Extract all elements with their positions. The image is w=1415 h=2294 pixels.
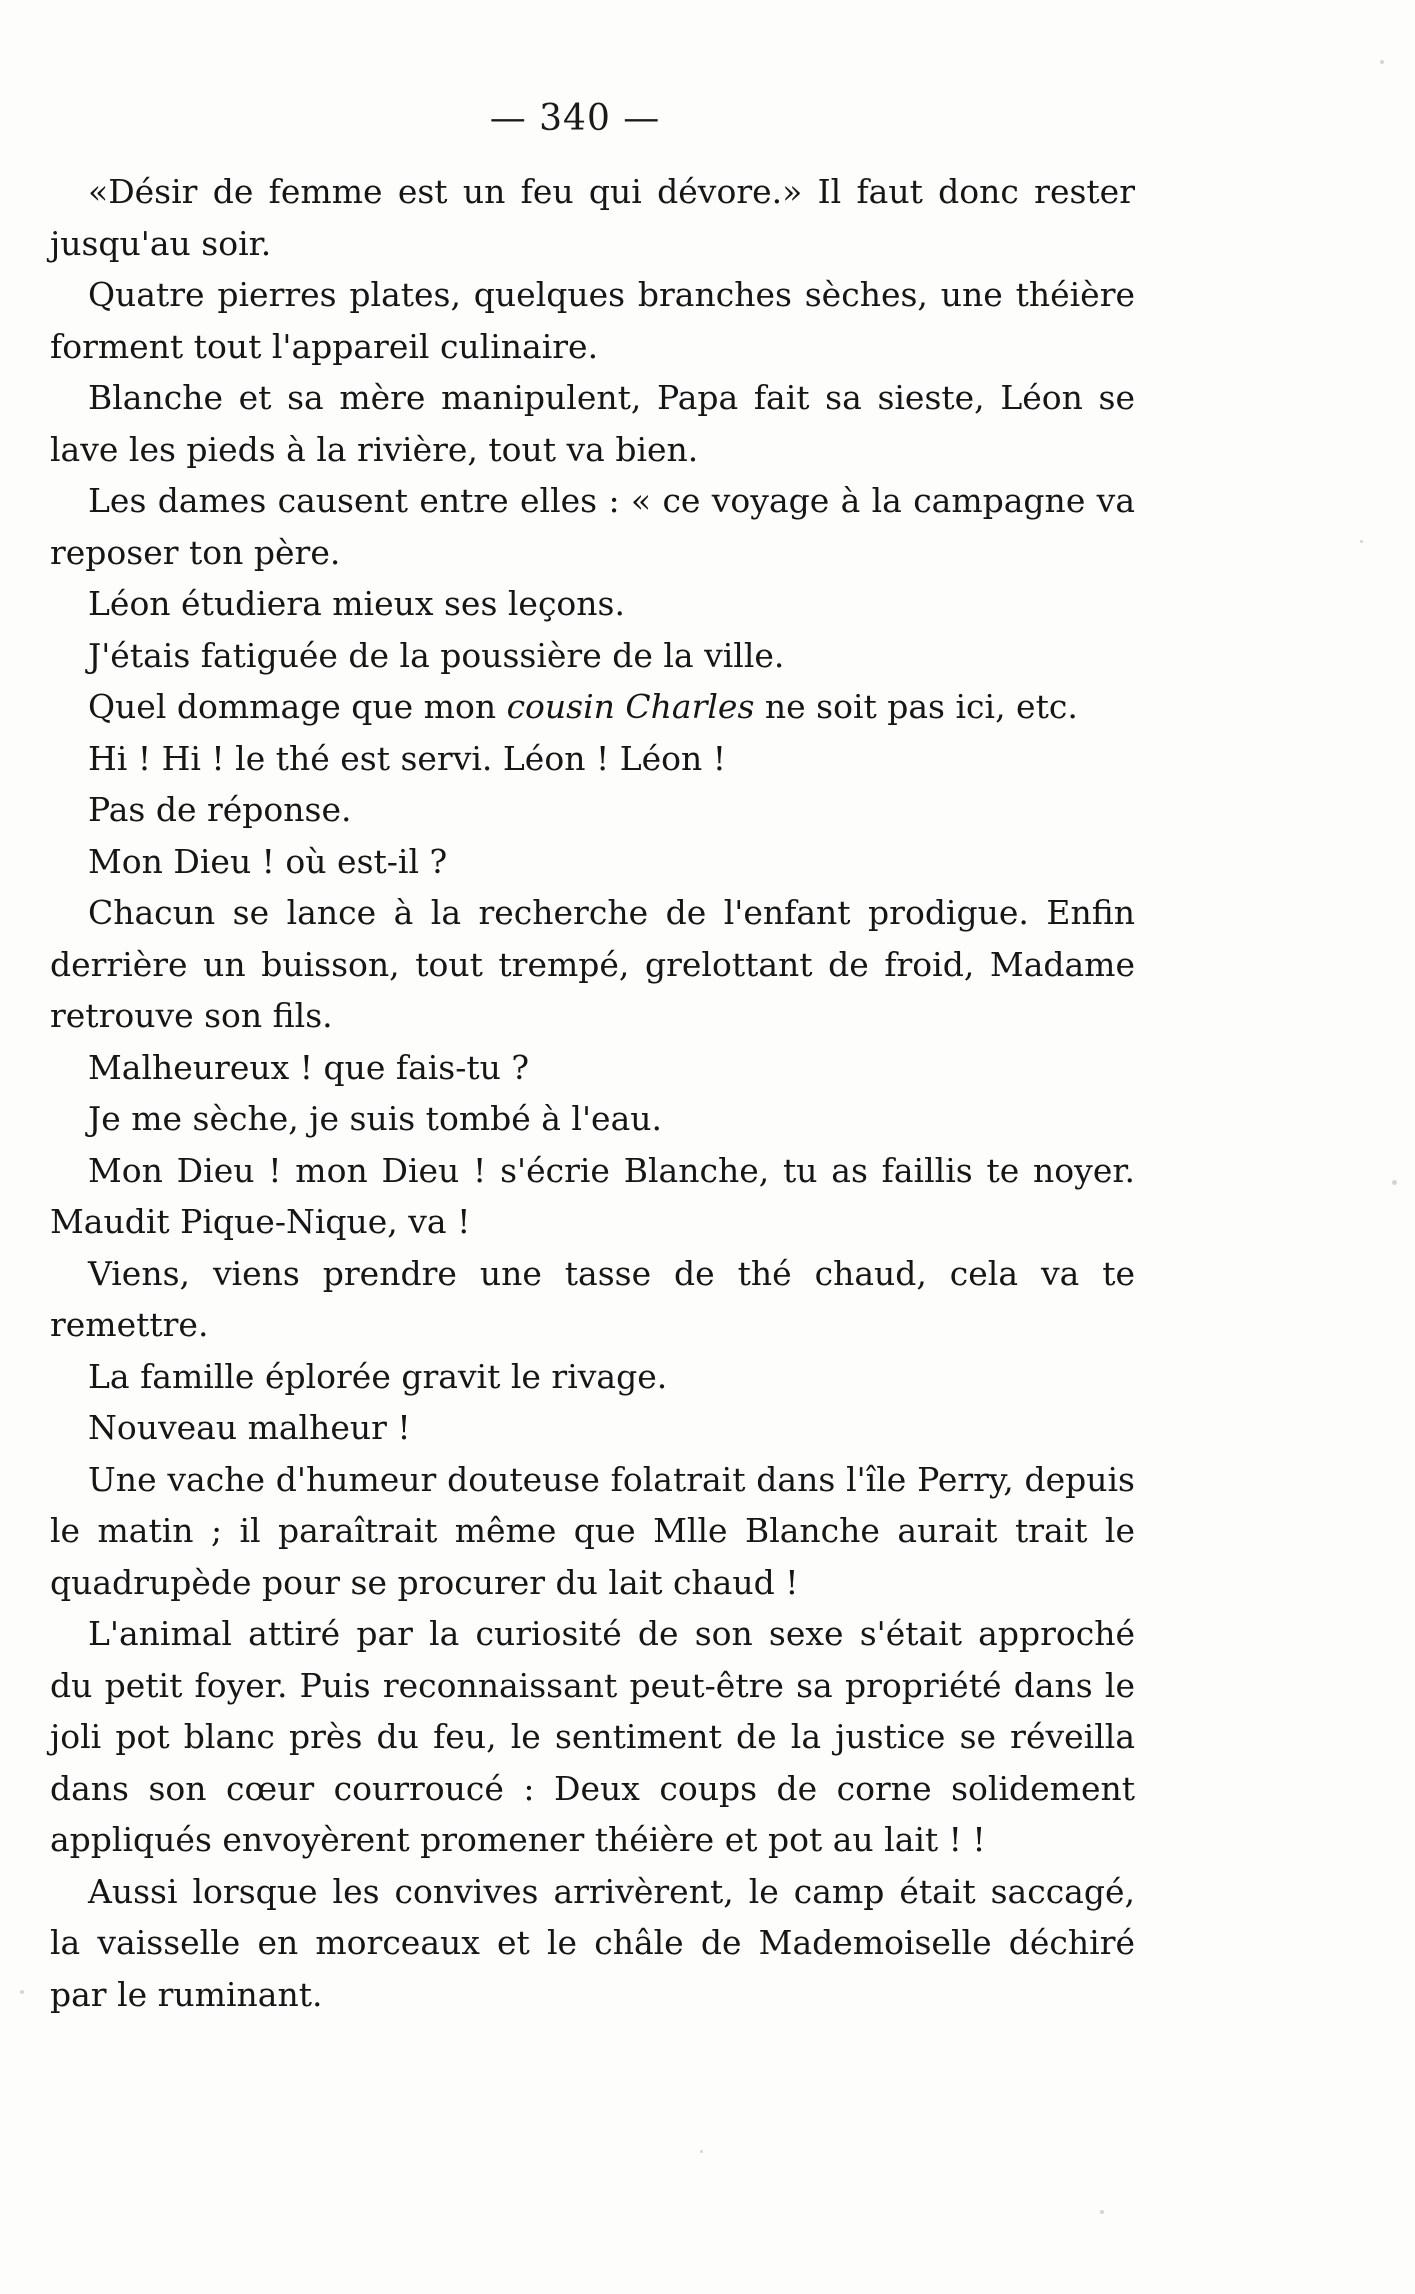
scan-speck bbox=[20, 1990, 24, 1994]
paragraph-16: La famille éplorée gravit le rivage. bbox=[88, 1356, 668, 1396]
paragraph-5: Léon étudiera mieux ses leçons. bbox=[88, 584, 625, 623]
paragraph-15: Viens, viens prendre une tasse de thé chaud, cela va te remettre. bbox=[50, 1253, 1135, 1344]
paragraph-10: Mon Dieu ! où est-il ? bbox=[88, 841, 448, 881]
paragraph-17: Nouveau malheur ! bbox=[88, 1408, 411, 1447]
paragraph-11: Chacun se lance à la recherche de l'enfant prodigue. Enfin derrière un buisson, tout trempé, grelottant de froid, Madame retrouve son fils. bbox=[50, 893, 1135, 1035]
scan-speck bbox=[1100, 2210, 1104, 2214]
paragraph-7-emphasis: cousin Charles bbox=[506, 687, 755, 726]
paragraph-13: Je me sèche, je suis tombé à l'eau. bbox=[88, 1099, 662, 1138]
page-number: — 340 — bbox=[489, 98, 661, 139]
scan-speck bbox=[1380, 60, 1384, 64]
paragraph-3: Blanche et sa mère manipulent, Papa fait sa sieste, Léon se lave les pieds à la rivière, tout va bien. bbox=[50, 378, 1135, 469]
paragraph-19: L'animal attiré par la curiosité de son sexe s'était approché du petit foyer. Puis reconnaissant peut-être sa propriété dans le joli pot blanc près du feu, le sentiment de la justice se réveilla dans son cœur courroucé : Deux coups de corne solidement appliqués envoyèrent promener théière et pot au lait ! ! bbox=[50, 1614, 1135, 1859]
scan-speck bbox=[1392, 1180, 1397, 1185]
paragraph-7 bbox=[50, 681, 1135, 733]
paragraph-2: Quatre pierres plates, quelques branches sèches, une théière forment tout l'appareil culinaire. bbox=[50, 275, 1135, 366]
scan-speck bbox=[700, 2150, 703, 2153]
paragraph-8: Hi ! Hi ! le thé est servi. Léon ! Léon ! bbox=[88, 738, 727, 778]
paragraph-7-after: ne soit pas ici, etc. bbox=[754, 687, 1078, 726]
paragraph-20: Aussi lorsque les convives arrivèrent, le camp était saccagé, la vaisselle en morceaux et le châle de Mademoiselle déchiré par le ruminant. bbox=[50, 1871, 1135, 2014]
paragraph-7-before: Quel dommage que mon bbox=[88, 687, 507, 726]
paragraph-14: Mon Dieu ! mon Dieu ! s'écrie Blanche, tu as faillis te noyer. Maudit Pique-Nique, va ! bbox=[50, 1150, 1135, 1241]
scan-speck bbox=[1360, 540, 1363, 543]
paragraph-18: Une vache d'humeur douteuse folatrait dans l'île Perry, depuis le matin ; il paraîtrait même que Mlle Blanche aurait trait le quadrupède pour se procurer du lait chaud ! bbox=[50, 1459, 1135, 1602]
paragraph-9: Pas de réponse. bbox=[88, 790, 352, 829]
paragraph-12: Malheureux ! que fais-tu ? bbox=[88, 1047, 530, 1087]
paragraph-6: J'étais fatiguée de la poussière de la ville. bbox=[88, 635, 785, 675]
paragraph-1: «Désir de femme est un feu qui dévore.» Il faut donc rester jusqu'au soir. bbox=[50, 172, 1135, 263]
body-text bbox=[50, 166, 1135, 2020]
paragraph-4: Les dames causent entre elles : « ce voyage à la campagne va reposer ton père. bbox=[50, 481, 1135, 572]
